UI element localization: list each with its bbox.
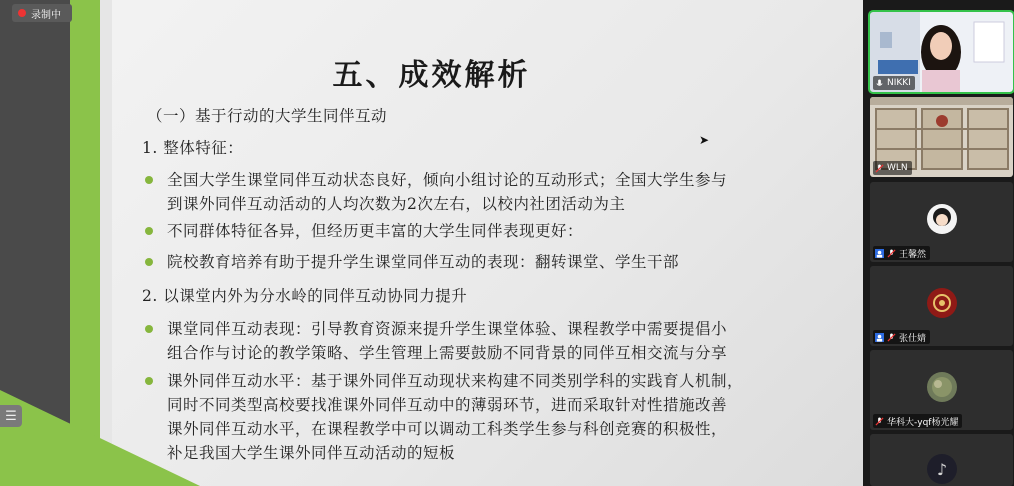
bullet-text: 课外同伴互动水平：基于课外同伴互动现状来构建不同类别学科的实践育人机制， 同时不同类型高校要找准课外同伴互动中的薄弱环节，进而采取针对性措施改善 课外同伴互动水平，在课程教学中可以调动工科类学生参与科创竞赛的积极性， 补足我国大学生课外同伴互动活动的短板: [167, 372, 744, 462]
record-dot-icon: [18, 9, 26, 17]
subheading-1: 1. 整体特征：: [142, 139, 244, 157]
participant-name-tag: 华科大-yqf杨光耀: [873, 414, 962, 428]
microphone-muted-icon: [887, 249, 896, 258]
bullet-text: 全国大学生课堂同伴互动状态良好，倾向小组讨论的互动形式；全国大学生参与 到课外同伴互动活动的人均次数为2次左右，以校内社团活动为主: [167, 171, 728, 213]
microphone-muted-icon: [887, 333, 896, 342]
participant-name-tag: 王馨然: [873, 246, 930, 260]
bullet-text: 不同群体特征各异，但经历更丰富的大学生同伴表现更好：: [167, 222, 584, 240]
mouse-pointer-icon: ➤: [699, 133, 710, 147]
avatar: [927, 372, 957, 402]
recording-label: 录制中: [31, 9, 61, 21]
svg-text:♪: ♪: [936, 460, 948, 479]
avatar: [927, 204, 957, 234]
participant-panel: [863, 0, 1014, 486]
section-heading: （一）基于行动的大学生同伴互动: [147, 107, 388, 125]
user-icon: [875, 249, 884, 258]
avatar: [927, 288, 957, 318]
participant-tile[interactable]: [870, 266, 1013, 346]
bullet-dot: [145, 227, 153, 235]
participant-name-tag: NIKKI: [873, 76, 915, 90]
bullet-dot: [145, 258, 153, 266]
subheading-2: 2. 以课堂内外为分水岭的同伴互动协同力提升: [142, 287, 468, 305]
recording-badge[interactable]: [12, 4, 72, 22]
bullet-dot: [145, 325, 153, 333]
user-icon: [875, 333, 884, 342]
participant-name-tag: WLN: [873, 161, 912, 175]
bullet-dot: [145, 176, 153, 184]
avatar: [927, 454, 957, 484]
microphone-icon: [875, 79, 884, 88]
microphone-muted-icon: [875, 164, 884, 173]
bullet-dot: [145, 377, 153, 385]
list-menu-icon[interactable]: ☰: [0, 405, 22, 427]
participant-tile[interactable]: [870, 182, 1013, 262]
participant-tile[interactable]: [870, 97, 1013, 177]
participant-name-tag: 张仕婧: [873, 330, 930, 344]
participant-tile[interactable]: [870, 12, 1013, 92]
slide-title: 五、成效解析: [332, 58, 531, 93]
microphone-muted-icon: [875, 417, 884, 426]
participant-tile[interactable]: [870, 350, 1013, 430]
participant-tile[interactable]: [870, 434, 1013, 486]
bullet-text: 课堂同伴互动表现：引导教育资源来提升学生课堂体验、课程教学中需要提倡小 组合作与讨论的教学策略、学生管理上需要鼓励不同背景的同伴互相交流与分享: [167, 320, 728, 362]
bullet-text: 院校教育培养有助于提升学生课堂同伴互动的表现：翻转课堂、学生干部: [167, 253, 680, 271]
